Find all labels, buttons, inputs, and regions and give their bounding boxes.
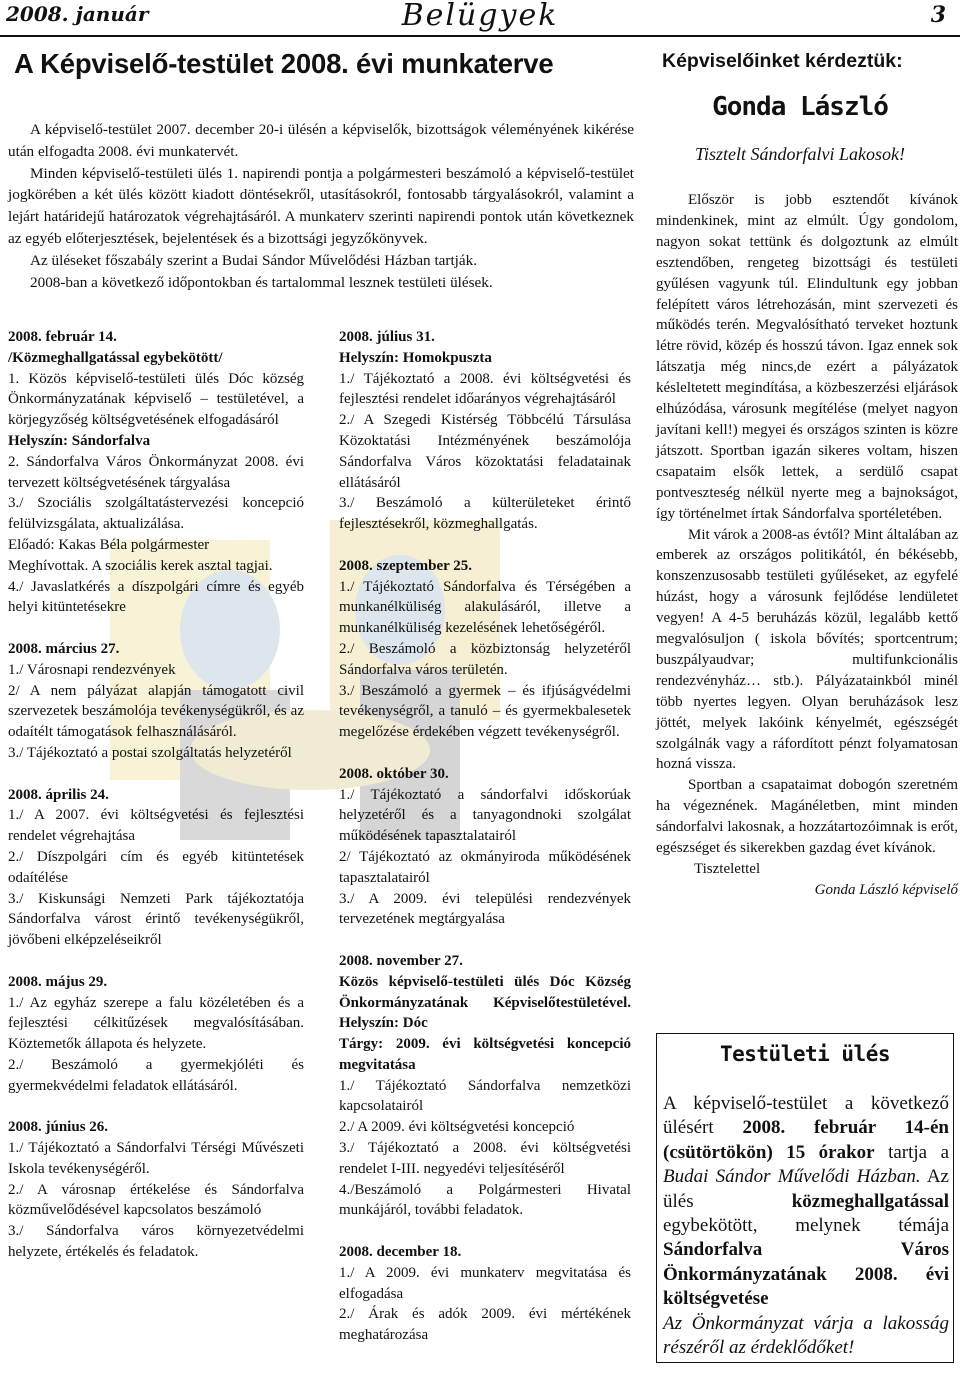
- agenda-item: 1./ Tájékoztató a Sándorfalvi Térségi Művészeti Iskola tevékenységéről.: [8, 1140, 304, 1177]
- session-may: [8, 972, 304, 1097]
- session-joint-note: Közös képviselő-testületi ülés Dóc Község Önkormányzatának Képviselőtestületével. Helyszín: Dóc: [339, 973, 631, 1032]
- session-date: 2008. június 26.: [8, 1119, 109, 1136]
- signature: Gonda László képviselő: [814, 881, 958, 898]
- agenda-item: 2. Sándorfalva Város Önkormányzat 2008. évi tervezett költségvetésének tárgyalása: [8, 453, 304, 491]
- interviewee-name: Gonda László: [712, 92, 888, 122]
- section-title: Belügyek: [401, 0, 559, 33]
- page-header: [0, 0, 960, 36]
- agenda-item: 3./ Beszámoló a gyermek – és ifjúságvédelmi tevékenységről, a tanuló – és gyermekbalesetek megelőzése érdekében végzett tevékenységről.: [339, 682, 631, 741]
- agenda-item: 3./ Tájékoztató a 2008. évi költségvetési rendelet I-III. negyedévi teljesítéséről: [339, 1140, 631, 1177]
- agenda-item: 3./ Kiskunsági Nemzeti Park tájékoztatója Sándorfalva várost érintő tevékenységükről, jövőbeni elképzeléseikről: [8, 890, 304, 949]
- notice-topic: Sándorfalva Város Önkormányzatának 2008. évi költségvetése: [663, 1239, 949, 1310]
- session-oct: [339, 764, 631, 930]
- intro-paragraph: 2008-ban a következő időpontokban és tartalommal lesznek testületi ülések.: [30, 273, 493, 291]
- agenda-item: 1./ A 2007. évi költségvetési és fejlesztési rendelet végrehajtása: [8, 807, 304, 845]
- agenda-item: 2./ Beszámoló a gyermekjóléti és gyermekvédelmi feladatok ellátásáról.: [8, 1056, 304, 1094]
- agenda-item: 2/ Tájékoztató az okmányiroda működésének tapasztalatairól: [339, 848, 631, 886]
- closing-line: Tisztelettel: [694, 861, 761, 877]
- session-note: /Közmeghallgatással egybekötött/: [8, 349, 223, 366]
- agenda-item: 1./ Tájékoztató a sándorfalvi időskorúak helyzetéről és a tanyagondnoki szolgálat működésének tapasztalatairól: [339, 786, 631, 845]
- notice-title: Testületi ülés: [719, 1042, 890, 1066]
- agenda-item: 1./ A 2009. évi munkaterv megvitatása és elfogadása: [339, 1264, 631, 1302]
- session-date: 2008. március 27.: [8, 640, 120, 657]
- session-date: 2008. november 27.: [339, 952, 463, 969]
- article-intro: [8, 119, 634, 293]
- intro-paragraph: A képviselő-testület 2007. december 20-i ülésén a képviselők, bizottságok véleményének kikérése után elfogadta 2008. évi munkatervét.: [8, 121, 634, 160]
- notice-text: A képviselő-testület a következő ülésért: [663, 1093, 949, 1139]
- session-date: 2008. december 18.: [339, 1244, 462, 1261]
- agenda-item: 2./ Díszpolgári cím és egyéb kitüntetések odaítélése: [8, 848, 304, 886]
- article-title: A Képviselő-testület 2008. évi munkaterve: [14, 48, 554, 79]
- agenda-item: 2./ Árak és adók 2009. évi mértékének meghatározása: [339, 1306, 631, 1344]
- notice-text: Az ülés: [663, 1166, 949, 1212]
- notice-text: egybekötött, melynek témája: [663, 1215, 949, 1237]
- agenda-item: 1./ Városnapi rendezvények: [8, 661, 176, 678]
- notice-body: [663, 1092, 949, 1360]
- agenda-item: 2./ A városnap értékelése és Sándorfalva közművelődésével kapcsolatos beszámoló: [8, 1181, 304, 1219]
- agenda-item: 2./ Beszámoló a közbiztonság helyzetéről Sándorfalva város területén.: [339, 640, 631, 678]
- session-subject: Tárgy: 2009. évi költségvetési koncepció megvitatása: [339, 1036, 631, 1073]
- session-feb: [8, 327, 304, 618]
- agenda-item: 1./ Tájékoztató Sándorfalva és Térségében a munkanélküliség alakulásáról, illetve a munkanélküliség kezelésének lehetőségéről.: [339, 578, 631, 637]
- agenda-item: 3./ Szociális szolgáltatástervezési koncepció felülvizsgálata, aktualizálása.: [8, 495, 304, 533]
- agenda-item: 3./ Beszámoló a külterületeket érintő fejlesztésekről, közmeghallgatás.: [339, 495, 631, 533]
- sidebar-kicker: Képviselőinket kérdeztük:: [662, 50, 903, 72]
- schedule-middle-column: [339, 327, 631, 1367]
- notice-datetime: 2008. február 14-én (csütörtökön) 15 órakor: [663, 1117, 949, 1163]
- page-number: 3: [930, 2, 946, 28]
- intro-paragraph: Az üléseket főszabály szerint a Budai Sándor Művelődési Házban tartják.: [30, 251, 478, 269]
- session-sep: [339, 556, 631, 743]
- session-apr: [8, 785, 304, 951]
- agenda-item: 4./ Javaslatkérés a díszpolgári címre és egyéb helyi kitüntetésekre: [8, 578, 304, 616]
- session-date: 2008. október 30.: [339, 765, 449, 782]
- agenda-item: 4./Beszámoló a Polgármesteri Hivatal munkájáról, további feladatok.: [339, 1181, 631, 1219]
- session-location: Helyszín: Homokpuszta: [339, 349, 492, 366]
- notice-text: tartja a: [874, 1141, 950, 1163]
- interview-paragraph: Először is jobb esztendőt kívánok mindenkinek, mint az elmúlt. Úgy gondolom, nagyon sokat tettünk és dolgoztunk az elmúlt esztendőben, rengeteg bizottsági és testületi gyűlésen vagyunk túl. Elindultunk egy jobban felépített város létrehozásán, mint szervezeti és működés terén. Megvalósítható terveket hoztunk létre rövid, közép és hosszú távon. Igaz ennek sok látszatja még nincs,de ezért a pályázatok késleltetett megindítása, a közbeszerzési eljárások elhúzódása, városunk megítélése (melyet nagyon javítani kell!) megyei és országos szinten is közre játszott. Sportban igazán sikeres voltam, hiszen csapataim elsők lettek, a serdülő csapat pontveszteség nélkül nyerte meg a bajnokságot, így történelmet írtak Sándorfalva sportéletében.: [656, 192, 958, 522]
- session-date: 2008. április 24.: [8, 786, 109, 803]
- agenda-item: 2./ A 2009. évi költségvetési koncepció: [339, 1119, 575, 1136]
- session-jul: [339, 327, 631, 535]
- header-rule: [0, 35, 960, 37]
- interview-body: [656, 190, 958, 901]
- session-date: 2008. február 14.: [8, 329, 117, 345]
- notice-venue: Budai Sándor Művelődi Házban.: [663, 1166, 921, 1188]
- agenda-item: 1./ Az egyház szerepe a falu közéletében és a fejlesztési célkitűzések megvalósításában. Köztemetők állapota és helyzete.: [8, 994, 304, 1053]
- agenda-item: 1. Közös képviselő-testületi ülés Dóc község Önkormányzatának képviselő – testületével, a körjegyzőség költségvetésének elfogadásáról: [8, 370, 304, 429]
- agenda-item: 3./ Sándorfalva város környezetvédelmi helyzete, értékelés és feladatok.: [8, 1223, 304, 1261]
- interview-paragraph: Sportban a csapataimat dobogón szeretném ha végeznének. Magánéletben, mint minden sándorfalvi lakosnak, a hozzátartozóimnak is erőt, egészséget és sikerekben gazdag évet kívánok.: [656, 777, 958, 857]
- session-dec: [339, 1242, 631, 1346]
- session-date: 2008. július 31.: [339, 329, 435, 345]
- agenda-item: 1./ Tájékoztató a 2008. évi költségvetési és fejlesztési rendelet időarányos végrehajtásáról: [339, 370, 631, 408]
- agenda-item: 2/ A nem pályázat alapján támogatott civil szervezetek beszámolója tevékenységükről, és az odaítélt támogatások felhasználásáról.: [8, 682, 304, 741]
- agenda-item: 1./ Tájékoztató Sándorfalva nemzetközi kapcsolatairól: [339, 1077, 631, 1115]
- notice-invitation: Az Önkormányzat várja a lakosság részéről az érdeklődőket!: [663, 1312, 949, 1359]
- agenda-item: 2./ A Szegedi Kistérség Többcélú Társulása Közoktatási Intézményének beszámolója Sándorfalva Város közoktatási feladatainak ellátásáról: [339, 412, 631, 491]
- session-nov: [339, 951, 631, 1221]
- session-mar: [8, 639, 304, 764]
- interview-paragraph: Mit várok a 2008-as évtől? Mint általában az emberek az országos politikától, én békésebb, konszenzusosabb testületi gyűléseket, az egyfelé húzást, hogy a városunk fejlődése lendületet vegyen! A 4-5 beruházás közül, legalább kettő megvalósuljon ( iskola bővítés; sportcentrum; buszpályaudvar; multifunkcionális rendezvényház… stb.). Pályázatainkból minél több nyertes legyen. Olyan beruházások lesz jöttét, melyek lakóink kényelmét, egészségét szolgálnák vagy a ráfordított pénzt folyamatosan hozná vissza.: [656, 526, 958, 773]
- greeting: Tisztelt Sándorfalvi Lakosok!: [694, 144, 905, 164]
- meeting-notice-box: [656, 1033, 954, 1363]
- agenda-location: Helyszín: Sándorfalva: [8, 432, 151, 449]
- agenda-item: 3./ Tájékoztató a postai szolgáltatás helyzetéről: [8, 744, 292, 761]
- notice-public-hearing: közmeghallgatással: [791, 1190, 949, 1212]
- schedule-left-column: [8, 327, 304, 1284]
- session-date: 2008. május 29.: [8, 973, 108, 990]
- agenda-item: Meghívottak. A szociális kerek asztal tagjai.: [8, 557, 273, 574]
- session-date: 2008. szeptember 25.: [339, 557, 473, 574]
- intro-paragraph: Minden képviselő-testületi ülés 1. napirendi pontja a polgármesteri beszámoló a képviselő-testület jogkörében a két ülés között kiadott döntésekről, utasításokról, fontosabb tárgyalásokról, valamint a lejárt határidejű határozatok végrehajtásáról. A munkaterv szerinti napirendi pontok után következnek az egyéb előterjesztések, bejelentések és a bizottsági jegyzőkönyvek.: [8, 164, 634, 247]
- agenda-item: Előadó: Kakas Béla polgármester: [8, 536, 210, 553]
- session-jun: [8, 1117, 304, 1263]
- agenda-item: 3./ A 2009. évi települési rendezvények tervezetének megtárgyalása: [339, 890, 631, 928]
- issue-date: 2008. január: [6, 2, 149, 26]
